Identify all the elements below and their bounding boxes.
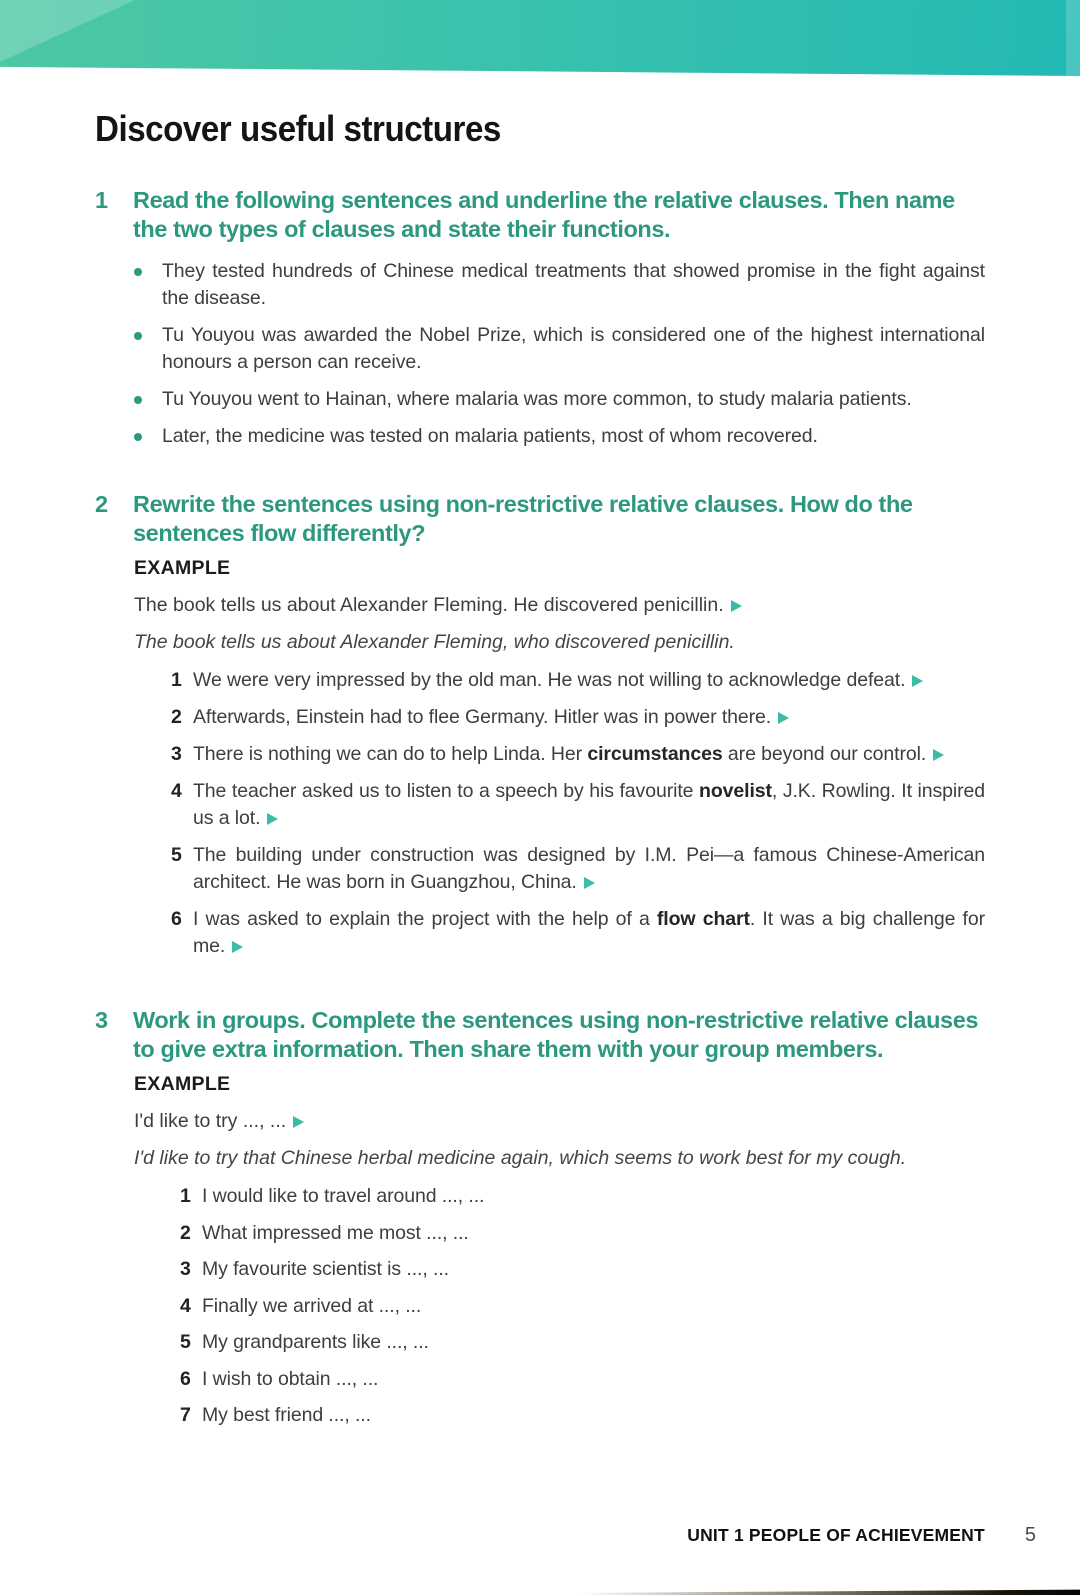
page-title: Discover useful structures [95,108,501,149]
play-arrow-icon [778,712,789,724]
item-number: 1 [180,1185,191,1207]
sentence-bullet-list [133,258,985,460]
bullet-text: Tu Youyou went to Hainan, where malaria was more common, to study malaria patients. [162,388,912,410]
bullet-item [133,386,985,413]
example-answer: I'd like to try that Chinese herbal medicine again, which seems to work best for my cough. [134,1147,907,1169]
bullet-item [133,322,985,376]
item-number: 6 [180,1367,191,1390]
item-number: 6 [171,908,182,930]
item-text: The building under construction was designed by I.M. Pei—a famous Chinese-American architect. He was born in Guangzhou, China. [193,844,985,893]
bullet-text: Later, the medicine was tested on malaria patients, most of whom recovered. [162,425,818,447]
exercise-3-instruction: Work in groups. Complete the sentences using non-restrictive relative clauses to give extra information. Then share them with your group members. [133,1007,979,1062]
example-prompt-text: The book tells us about Alexander Fleming. He discovered penicillin. [134,594,724,616]
numbered-item [171,704,985,731]
item-text: What impressed me most ..., ... [202,1221,469,1244]
exercise-2-instruction: Rewrite the sentences using non-restrictive relative clauses. How do the sentences flow differently? [133,491,913,546]
item-text: I would like to travel around ..., ... [202,1185,485,1207]
item-text: I wish to obtain ..., ... [202,1367,379,1390]
item-number: 4 [171,780,182,802]
numbered-item [180,1256,985,1283]
play-arrow-icon [731,600,742,612]
item-number: 3 [180,1258,191,1280]
bullet-text: Tu Youyou was awarded the Nobel Prize, which is considered one of the highest international honours a person can receive. [162,324,985,373]
item-text: My best friend ..., ... [202,1404,371,1426]
dot-icon [134,268,142,276]
play-arrow-icon [584,877,595,889]
item-text: My grandparents like ..., ... [202,1331,429,1353]
dot-icon [134,396,142,404]
example-label: EXAMPLE [134,1073,231,1095]
unit-label: UNIT 1 PEOPLE OF ACHIEVEMENT [687,1525,985,1545]
numbered-item [180,1293,985,1320]
example-prompt [134,592,985,619]
item-number: 4 [180,1294,191,1317]
numbered-item [171,842,985,896]
band-right-edge [1066,0,1080,76]
numbered-item [180,1402,985,1429]
play-arrow-icon [232,941,243,953]
exercise-2-heading [95,490,985,547]
exercise-2-number: 2 [95,491,109,517]
example-prompt [134,1108,985,1135]
numbered-item [180,1183,985,1210]
item-number: 2 [171,706,182,728]
example-prompt-text: I'd like to try ..., ... [134,1110,287,1132]
exercise-1 [95,186,985,460]
item-number: 7 [180,1404,191,1426]
item-text: I was asked to explain the project with the help of a flow chart. It was a big challenge for me. [193,908,985,957]
item-text: The teacher asked us to listen to a speech by his favourite novelist, J.K. Rowling. It inspired us a lot. [193,780,986,829]
numbered-item [180,1220,985,1247]
exercise-3 [95,1006,985,1439]
dot-icon [134,433,142,441]
item-number: 2 [180,1221,191,1244]
exercise-3-number: 3 [95,1007,109,1033]
item-text: My favourite scientist is ..., ... [202,1258,449,1280]
item-text: Afterwards, Einstein had to flee Germany. Hitler was in power there. [193,704,985,731]
item-text: There is nothing we can do to help Linda. Her circumstances are beyond our control. [193,741,985,768]
exercise-3-heading [95,1006,985,1063]
item-text: We were very impressed by the old man. He was not willing to acknowledge defeat. [193,667,985,694]
header-band [0,0,1080,76]
dot-icon [134,332,142,340]
bullet-item [133,423,985,450]
numbered-item [171,667,985,694]
item-text: Finally we arrived at ..., ... [202,1294,422,1317]
play-arrow-icon [933,749,944,761]
example-label: EXAMPLE [134,557,231,579]
bullet-item [133,258,985,312]
play-arrow-icon [293,1116,304,1128]
item-number: 3 [171,743,182,765]
exercise-1-number: 1 [95,187,109,213]
complete-item-list [180,1183,985,1439]
page-content [0,76,1080,1439]
item-number: 5 [171,844,182,866]
exercise-1-heading [95,186,985,243]
example-answer: The book tells us about Alexander Fleming, who discovered penicillin. [134,631,735,653]
item-number: 1 [171,669,182,691]
numbered-item [171,741,985,768]
exercise-3-body [134,1063,985,1439]
play-arrow-icon [267,813,278,825]
numbered-item [171,778,985,832]
page-footer [687,1524,1036,1547]
band-corner-highlight [0,0,135,62]
bullet-text: They tested hundreds of Chinese medical treatments that showed promise in the fight against the disease. [162,260,985,309]
exercise-2-body [134,547,985,970]
exercise-2 [95,490,985,970]
book-spine-shadow [580,1589,1080,1595]
play-arrow-icon [912,675,923,687]
page-number: 5 [1024,1524,1036,1546]
numbered-item [171,906,985,960]
rewrite-item-list [171,667,985,970]
numbered-item [180,1329,985,1356]
item-number: 5 [180,1331,191,1353]
exercise-1-instruction: Read the following sentences and underline the relative clauses. Then name the two types of clauses and state their functions. [133,187,955,242]
numbered-item [180,1366,985,1393]
